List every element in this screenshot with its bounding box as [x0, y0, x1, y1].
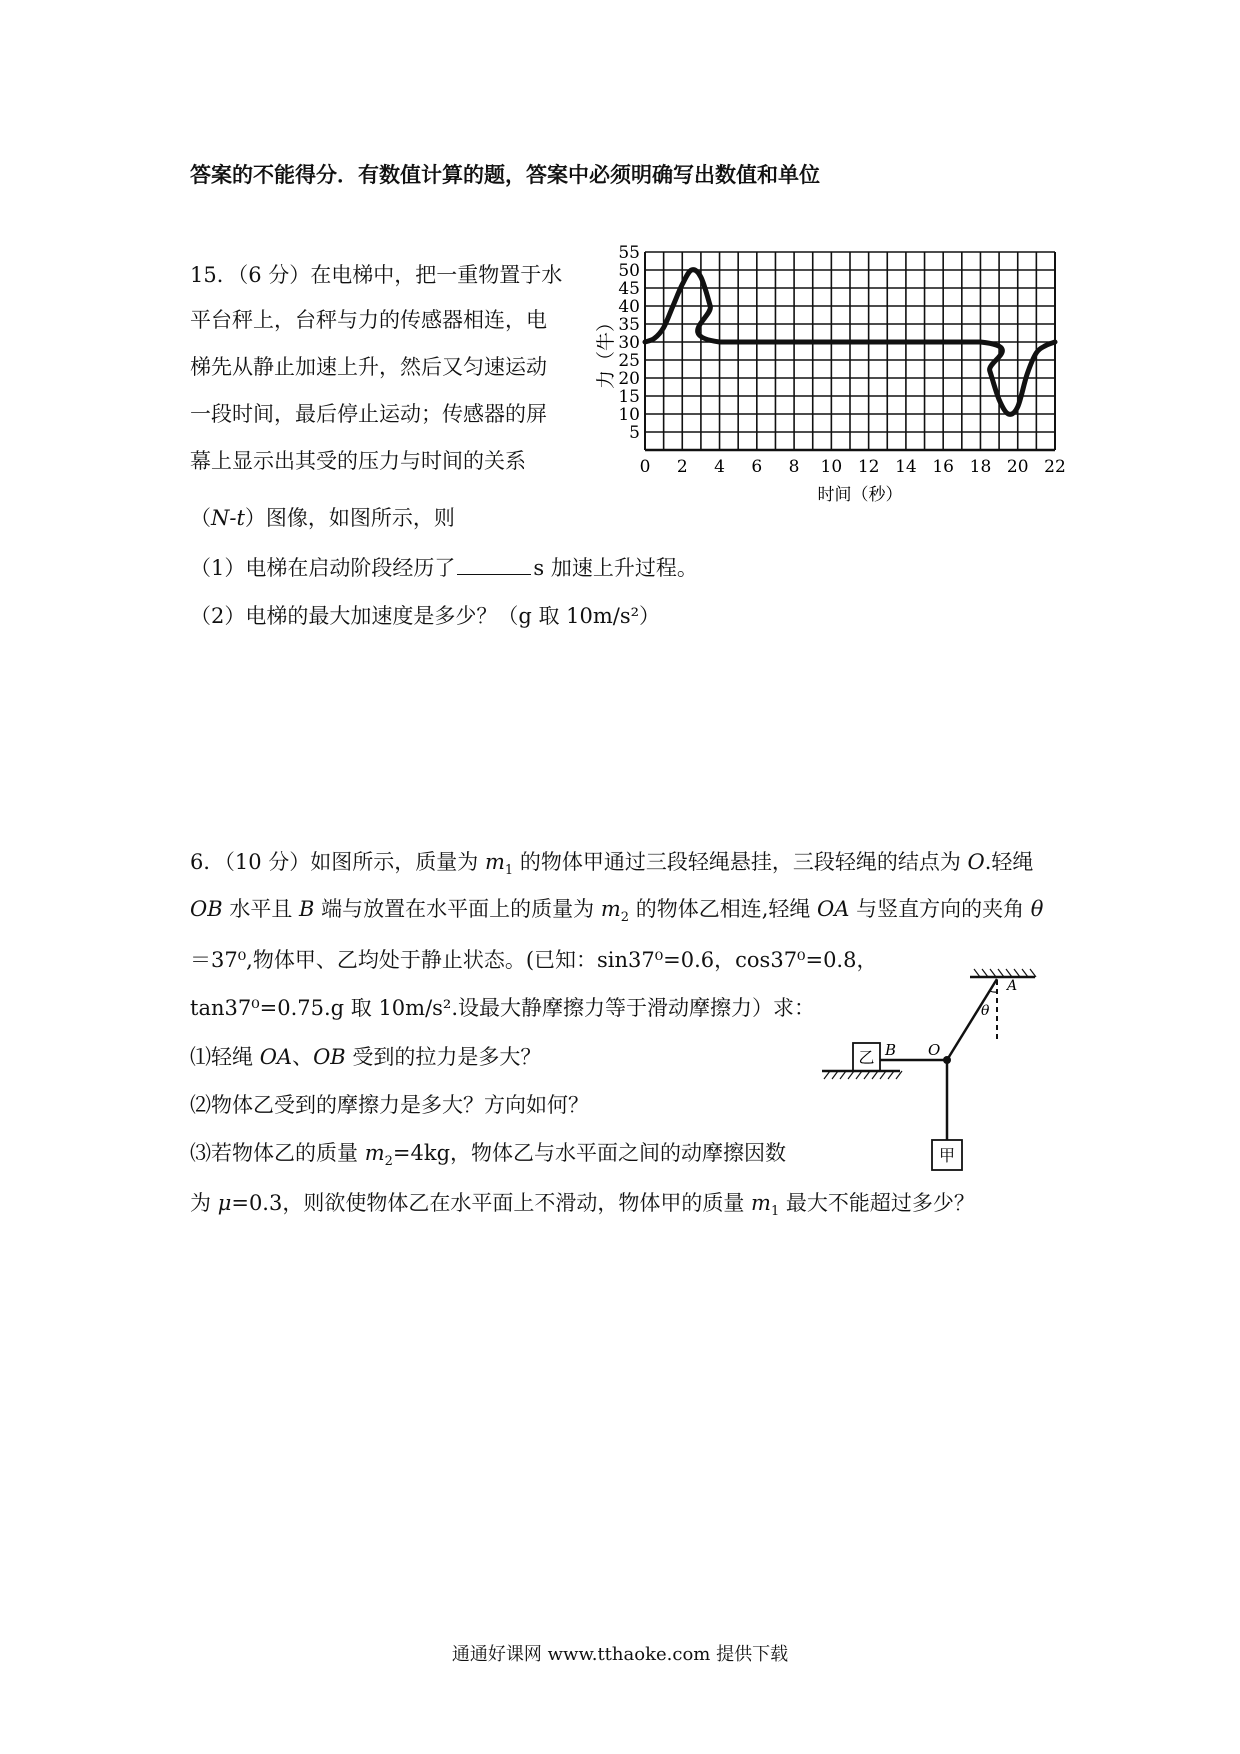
q6-l2-var1: OB: [190, 897, 223, 921]
q6-line-3: ＝37⁰,物体甲、乙均处于静止状态。(已知：sin37⁰=0.6，cos37⁰=0.8，: [190, 948, 878, 972]
q6-s4-mid: =0.3，则欲使物体乙在水平面上不滑动，物体甲的质量: [231, 1191, 752, 1215]
label-theta: θ: [981, 1003, 990, 1019]
q15-line-5: 幕上显示出其受的压力与时间的关系: [190, 449, 526, 473]
label-o: O: [928, 1041, 941, 1059]
x-tick-label: 12: [857, 457, 880, 477]
x-tick-label: 20: [1006, 457, 1029, 477]
x-tick-label: 16: [932, 457, 955, 477]
label-a: A: [1007, 978, 1018, 994]
q6-l2-var2: B: [299, 897, 315, 921]
chart-y-ticks: [618, 243, 640, 443]
y-tick-label: 50: [618, 261, 640, 281]
y-tick-label: 30: [618, 333, 640, 353]
rope-oa: [947, 979, 997, 1060]
chart-grid: [645, 252, 1055, 450]
q6-s1-post: 受到的拉力是多大？: [345, 1045, 542, 1069]
chart-y-label: 力（牛）: [595, 312, 617, 390]
q6-s3-post: =4kg，物体乙与水平面之间的动摩擦因数: [392, 1141, 787, 1165]
angle-arc: [990, 991, 997, 992]
q15-line-6-pre: （: [190, 506, 211, 530]
q6-l1-pre: 6．（10 分）如图所示，质量为: [190, 850, 485, 874]
y-tick-label: 55: [618, 243, 640, 263]
q15-sub-1-pre: （1）电梯在启动阶段经历了: [190, 556, 456, 580]
q6-s4-var2: m: [751, 1191, 771, 1215]
force-time-chart: [590, 240, 1080, 515]
y-tick-label: 40: [618, 297, 640, 317]
q15-line-4: 一段时间，最后停止运动；传感器的屏: [190, 402, 547, 426]
q6-s4-post: 最大不能超过多少？: [779, 1191, 975, 1215]
x-tick-label: 6: [751, 457, 763, 477]
q6-s4-pre: 为: [190, 1191, 218, 1215]
q6-l1-var: m: [484, 850, 505, 874]
x-tick-label: 10: [820, 457, 843, 477]
q6-l2-d: 与竖直方向的夹角: [849, 897, 1031, 921]
q15-line-3: 梯先从静止加速上升，然后又匀速运动: [190, 355, 547, 379]
q6-s4-sub: 1: [770, 1204, 780, 1220]
q6-l1-post: .轻绳: [984, 850, 1034, 874]
q6-s1-mid: 、: [292, 1045, 314, 1069]
q15-sub-2: （2）电梯的最大加速度是多少？（g 取 10m/s²）: [190, 604, 661, 628]
q6-l1-mid: 的物体甲通过三段轻绳悬挂，三段轻绳的结点为: [513, 850, 968, 874]
x-tick-label: 4: [714, 457, 725, 477]
q6-l2-var4: OA: [817, 897, 850, 921]
q15-line-1: 15．（6 分）在电梯中，把一重物置于水: [190, 263, 563, 287]
q6-l1-sub: 1: [504, 863, 514, 879]
q15-sub-1: [190, 553, 698, 583]
y-tick-label: 15: [618, 387, 640, 407]
q15-line-2: 平台秤上，台秤与力的传感器相连，电: [190, 308, 547, 332]
q6-l2-var3: m: [600, 897, 621, 921]
q6-line-2: [190, 894, 1043, 933]
q6-s1-v1: OA: [259, 1045, 293, 1069]
x-tick-label: 14: [895, 457, 917, 477]
q6-l2-sub: 2: [620, 910, 630, 926]
y-tick-label: 5: [629, 423, 640, 443]
x-tick-label: 22: [1044, 457, 1066, 477]
x-tick-label: 2: [676, 457, 688, 477]
x-tick-label: 8: [788, 457, 800, 477]
chart-x-ticks: [640, 457, 1066, 477]
y-tick-label: 45: [618, 279, 640, 299]
y-tick-label: 20: [618, 369, 640, 389]
x-tick-label: 0: [639, 457, 651, 477]
label-b: B: [885, 1041, 897, 1059]
q6-s4-var: μ: [217, 1191, 232, 1215]
q6-s3-var: m: [364, 1141, 385, 1165]
q6-l1-var2: O: [967, 850, 985, 874]
chart-x-label: 时间（秒）: [817, 485, 903, 505]
footer: 通通好课网 www.tthaoke.com 提供下载: [451, 1644, 789, 1665]
q6-s3-sub: 2: [384, 1154, 393, 1170]
q15-line-6: [190, 503, 455, 533]
q15-line-6-var: N-t: [211, 506, 245, 530]
y-tick-label: 10: [618, 405, 640, 425]
q6-s1-pre: ⑴轻绳: [190, 1045, 260, 1069]
x-tick-label: 18: [969, 457, 992, 477]
block-yi-label: 乙: [858, 1048, 875, 1067]
block-jia-label: 甲: [938, 1146, 956, 1165]
q6-l2-c: 的物体乙相连,轻绳: [629, 897, 818, 921]
answer-blank: [457, 554, 531, 575]
q6-line-1: [190, 847, 1033, 886]
header-note: 答案的不能得分．有数值计算的题，答案中必须明确写出数值和单位: [190, 163, 820, 187]
q6-s1-v2: OB: [313, 1045, 346, 1069]
q6-sub-2: ⑵物体乙受到的摩擦力是多大？方向如何？: [190, 1093, 589, 1117]
q6-sub-3: [190, 1138, 786, 1177]
q15-sub-1-post: s 加速上升过程。: [533, 556, 698, 580]
y-tick-label: 35: [618, 315, 640, 335]
q6-l2-var5: θ: [1030, 897, 1044, 921]
q6-sub-1: [190, 1042, 541, 1072]
q15-line-6-post: ）图像，如图所示，则: [244, 506, 455, 530]
q6-l2-b: 端与放置在水平面上的质量为: [314, 897, 601, 921]
q6-sub-3-cont: [190, 1188, 975, 1227]
rope-diagram: [810, 965, 1060, 1180]
q6-l2-a: 水平且: [222, 897, 300, 921]
q6-s3-pre: ⑶若物体乙的质量: [190, 1141, 365, 1165]
y-tick-label: 25: [618, 351, 640, 371]
q6-line-4: tan37⁰=0.75.g 取 10m/s².设最大静摩擦力等于滑动摩擦力）求：: [190, 996, 816, 1020]
